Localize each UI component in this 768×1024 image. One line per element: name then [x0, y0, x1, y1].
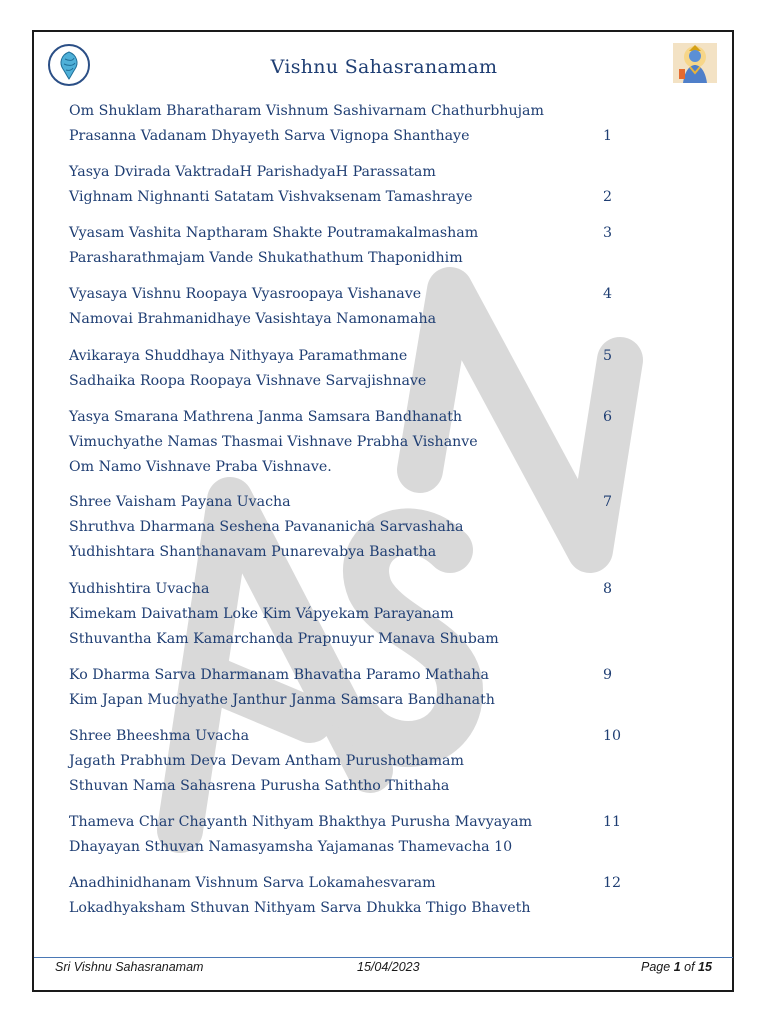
verse-line: Vimuchyathe Namas Thasmai Vishnave Prabha Vishanve	[69, 434, 478, 450]
verse-block	[69, 99, 669, 149]
verse-block	[69, 871, 669, 921]
verse-line: Vyasaya Vishnu Roopaya Vyasroopaya Vishanave	[69, 286, 422, 302]
verse-number: 1	[603, 128, 613, 144]
verse-number: 12	[603, 875, 622, 891]
footer-page-number	[641, 960, 712, 974]
verse-number: 5	[603, 348, 613, 364]
page-title: Vishnu Sahasranamam	[270, 56, 498, 78]
verse-line: Lokadhyaksham Sthuvan Nithyam Sarva Dhukka Thigo Bhaveth	[69, 900, 531, 916]
verse-line: Shree Bheeshma Uvacha	[69, 728, 250, 744]
verse-number: 7	[603, 494, 613, 510]
verse-block	[69, 344, 669, 394]
verse-line: Anadhinidhanam Vishnum Sarva Lokamahesvaram	[69, 875, 436, 891]
verse-line: Avikaraya Shuddhaya Nithyaya Paramathmane	[69, 348, 408, 364]
page-total: 15	[698, 960, 712, 974]
footer-rule	[34, 957, 733, 958]
verse-line: Namovai Brahmanidhaye Vasishtaya Namonamaha	[69, 311, 437, 327]
verse-number: 6	[603, 409, 613, 425]
verse-line: Kimekam Daivatham Loke Kim Vápyekam Parayanam	[69, 606, 454, 622]
verse-line: Parasharathmajam Vande Shukathathum Thaponidhim	[69, 250, 463, 266]
verse-line: Om Namo Vishnave Praba Vishnave.	[69, 459, 332, 475]
verse-block	[69, 810, 669, 860]
verse-number: 4	[603, 286, 613, 302]
verse-line: Sthuvantha Kam Kamarchanda Prapnuyur Manava Shubam	[69, 631, 499, 647]
verse-number: 3	[603, 225, 613, 241]
verse-line: Vighnam Nighnanti Satatam Vishvaksenam Tamashraye	[69, 189, 473, 205]
verse-number: 9	[603, 667, 613, 683]
verse-block	[69, 577, 669, 652]
verse-number: 11	[603, 814, 622, 830]
verse-line: Thameva Char Chayanth Nithyam Bhakthya Purusha Mavyayam	[69, 814, 533, 830]
verse-line: Yasya Dvirada VaktradaH ParishadyaH Parassatam	[69, 164, 436, 180]
verse-line: Sadhaika Roopa Roopaya Vishnave Sarvajishnave	[69, 373, 427, 389]
verse-line: Yudhishtara Shanthanavam Punarevabya Bashatha	[69, 544, 437, 560]
verse-block	[69, 724, 669, 799]
verse-number: 2	[603, 189, 613, 205]
verse-line: Kim Japan Muchyathe Janthur Janma Samsara Bandhanath	[69, 692, 495, 708]
verse-line: Sthuvan Nama Sahasrena Purusha Saththo Thithaha	[69, 778, 450, 794]
page-current: 1	[673, 960, 681, 974]
verse-line: Shree Vaisham Payana Uvacha	[69, 494, 291, 510]
verse-block	[69, 160, 669, 210]
verse-block	[69, 282, 669, 332]
footer-document-title: Sri Vishnu Sahasranamam	[55, 960, 204, 974]
verse-line: Yasya Smarana Mathrena Janma Samsara Bandhanath	[69, 409, 463, 425]
page-prefix: Page	[641, 960, 671, 974]
verse-line: Prasanna Vadanam Dhyayeth Sarva Vignopa Shanthaye	[69, 128, 470, 144]
verse-block	[69, 221, 669, 271]
verse-line: Vyasam Vashita Naptharam Shakte Poutramakalmasham	[69, 225, 479, 241]
verse-line: Yudhishtira Uvacha	[69, 581, 210, 597]
verse-block	[69, 663, 669, 713]
verse-number: 8	[603, 581, 613, 597]
verse-line: Shruthva Dharmana Seshena Pavananicha Sarvashaha	[69, 519, 464, 535]
verse-line: Ko Dharma Sarva Dharmanam Bhavatha Paramo Mathaha	[69, 667, 489, 683]
verse-number: 10	[603, 728, 622, 744]
verse-line: Jagath Prabhum Deva Devam Antham Purushothamam	[69, 753, 464, 769]
verse-block	[69, 490, 669, 565]
page-sep: of	[684, 960, 695, 974]
footer-date: 15/04/2023	[357, 960, 420, 974]
verse-block	[69, 405, 669, 480]
verse-line: Dhayayan Sthuvan Namasyamsha Yajamanas Thamevacha 10	[69, 839, 513, 855]
verse-line: Om Shuklam Bharatharam Vishnum Sashivarnam Chathurbhujam	[69, 103, 544, 119]
